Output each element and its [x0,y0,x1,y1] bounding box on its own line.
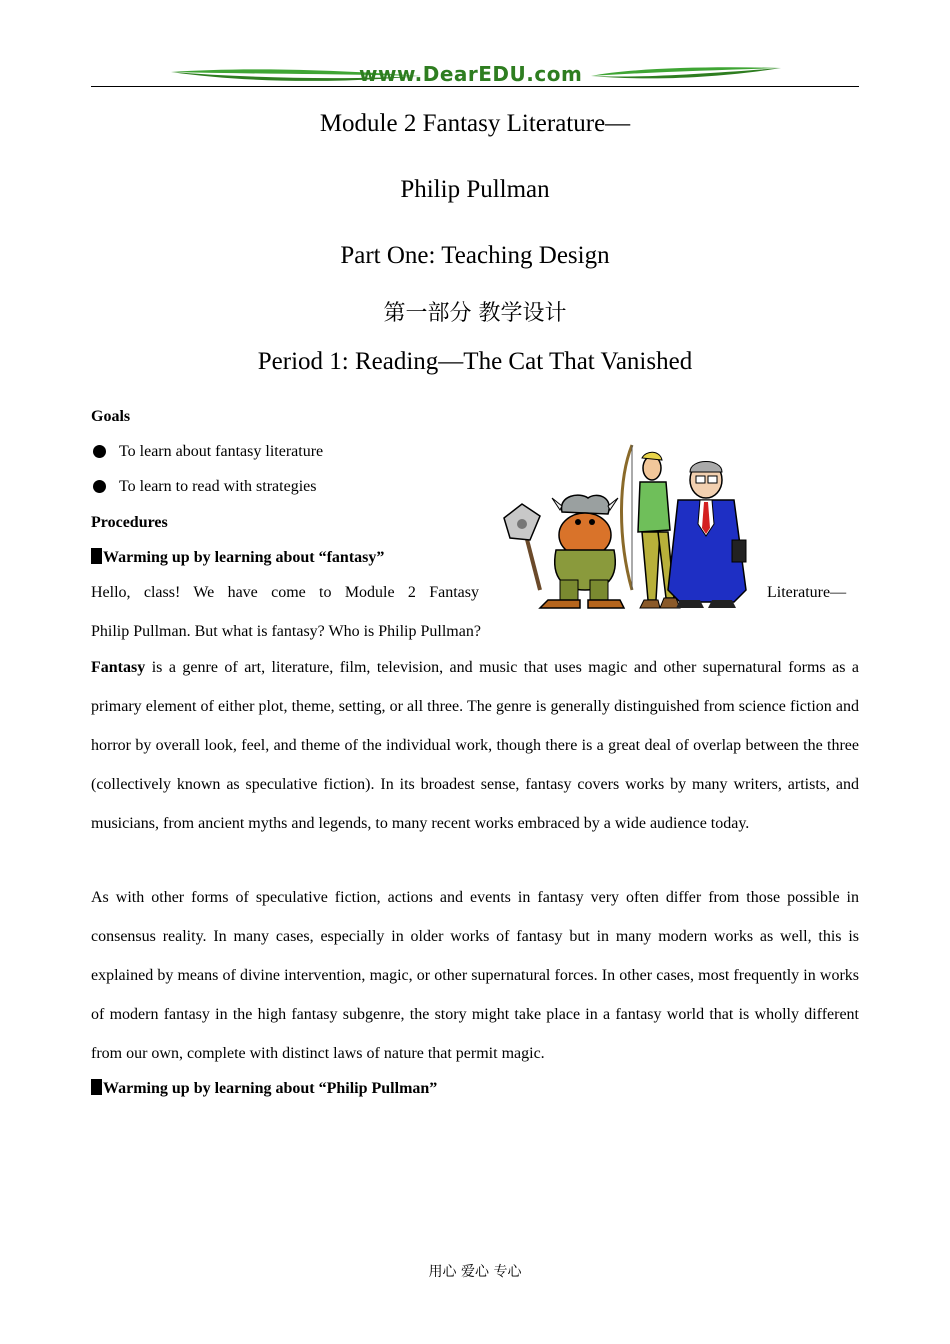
site-logo-text[interactable]: www.DearEDU.com [359,62,583,86]
period-title: Period 1: Reading—The Cat That Vanished [257,348,693,375]
square-bullet-icon [91,1079,102,1095]
procedures-heading: Procedures [91,514,168,531]
fantasy-term: Fantasy [91,659,146,676]
bullet-icon [93,445,106,458]
header-rule [91,86,859,87]
section-heading-fantasy [91,548,384,568]
fantasy-characters-illustration [500,440,755,618]
module-title: Module 2 Fantasy Literature— [319,110,631,137]
intro-text-right: Literature— [767,584,847,601]
page-footer: 用心 爱心 专心 [428,1264,522,1280]
page-header [91,60,859,88]
section-heading-text: Warming up by learning about “fantasy” [103,549,385,566]
intro-text-left: Hello, class! We have come to Module 2 Fantasy [91,584,479,601]
author-title: Philip Pullman [400,176,550,203]
square-bullet-icon [91,548,102,564]
section-heading-pullman [91,1079,437,1099]
part-title-chinese: 第一部分 教学设计 [383,301,567,326]
businessman-figure [668,462,746,609]
intro-text-line2: Philip Pullman. But what is fantasy? Who is Philip Pullman? [91,623,481,640]
goal-item: To learn about fantasy literature [119,443,324,460]
dwarf-figure [504,495,624,608]
bullet-icon [93,480,106,493]
goal-item: To learn to read with strategies [119,478,317,495]
part-title: Part One: Teaching Design [340,242,610,269]
fantasy-definition-paragraph [91,648,859,843]
speculative-fiction-paragraph: As with other forms of speculative fiction, actions and events in fantasy very often differ from those possible in consensus reality. In many cases, especially in older works of fantasy but in many modern works as well, this is explained by means of divine intervention, magic, or other supernatural forces. In other cases, most frequently in works of modern fantasy in the high fantasy subgenre, the story might take place in a fantasy world that is wholly different from our own, complete with distinct laws of nature that permit magic. [91,889,859,1062]
goals-heading: Goals [91,408,131,425]
fantasy-definition-text: is a genre of art, literature, film, television, and music that uses magic and other supernatural forms as a primary element of either plot, theme, setting, or all three. The genre is generally distinguished from science fiction and horror by overall look, feel, and theme of the individual work, though there is a great deal of overlap between the three (collectively known as speculative fiction). In its broadest sense, fantasy covers works by many writers, artists, and musicians, from ancient myths and legends, to many recent works embraced by a wide audience today. [91,659,859,832]
section-heading-text: Warming up by learning about “Philip Pullman” [103,1080,438,1097]
